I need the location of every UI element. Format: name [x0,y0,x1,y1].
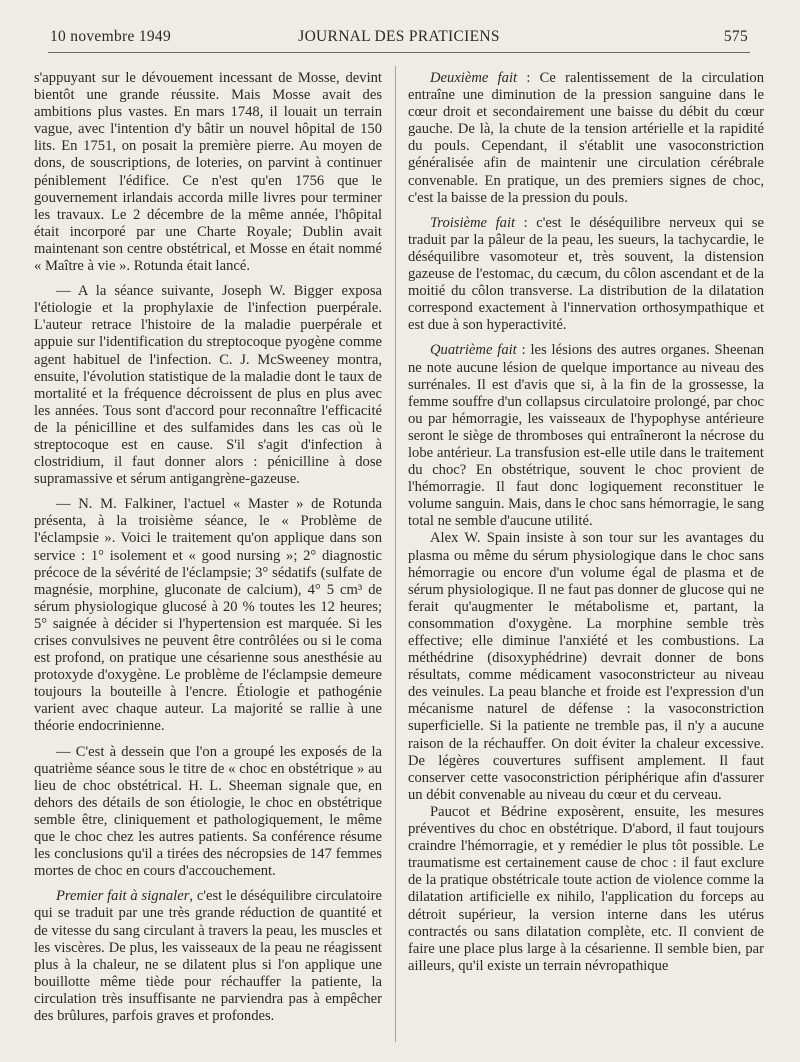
paragraph: — C'est à dessein que l'on a groupé les exposés de la quatrième séance sous le titre de « choc en obstétrique » au lieu de choc obstétrical. H. L. Sheeman signale que, en dehors des détails de son étiologie, le choc en obstétrique semble être, cliniquement et pathologiquement, le même que le choc chez les autres patients. Sa conférence résume les conclusions qu'il a tirées des nécropsies de 147 femmes mortes de choc en cours d'accouchement. [34,743,382,880]
paragraph-lead: Troisième fait [430,214,516,231]
header-journal-title: JOURNAL DES PRATICIENS [298,28,500,45]
paragraph: — N. M. Falkiner, l'actuel « Master » de Rotunda présenta, à la troisième séance, le « Problème de l'éclampsie ». Voici le traitement qu'on applique dans son service : 1° isolement et « good nursing »; 2° diagnostic précoce de la sévérité de l'éclampsie; 3° sédatifs (sulfate de magnésie, morphine, gluconate de calcium), 4° 5 cm³ de sérum physiologique glucosé à 20 % toutes les 12 heures; 5° saignée à décider si l'hypertension est marquée. Si les crises convulsives ne peuvent être contrôlées ou si le coma est profond, on pratique une césarienne sous anesthésie au protoxyde d'oxygène. Le problème de l'éclampsie demeure toujours la bouteille à l'encre. Étiologie et pathogénie varient avec chaque auteur. La majorité se rallie à une théorie endocrinienne. [34,496,382,735]
header-date: 10 novembre 1949 [50,28,172,45]
paragraph [34,888,382,1025]
paragraph [408,342,764,530]
paragraph: — A la séance suivante, Joseph W. Bigger exposa l'étiologie et la prophylaxie de l'infection puerpérale. L'auteur retrace l'histoire de la maladie puerpérale et appuie sur l'identification du streptocoque pyogène comme agent habituel de l'infection. C. J. McSweeney montra, ensuite, l'évolution statistique de la maladie dont le taux de mortalité et la fréquence décroissent de plus en plus avec les années. Tous sont d'accord pour reconnaître l'efficacité de la pénicilline et des sulfamides dans les cas où le streptocoque est en cause. S'il s'agit d'infection à clostridium, il faut donner alors : pénicilline à dose supramassive et sérum antigangrène-gazeuse. [34,283,382,488]
paragraph-text: : les lésions des autres organes. Sheenan ne note aucune lésion de quelque importance au niveau des surrénales. Il est d'avis que si, à la fin de la grossesse, la femme souffre d'un collapsus circulatoire prolongé, par choc ou par hémorragie, les vaisseaux de l'hypophyse antérieure seront le siège de thromboses qui entraîneront la nécrose du lobe antérieur. La transfusion est-elle utile dans le traitement du choc? En obstétrique, souvent le choc provient de l'hémorragie. Il faut donc logiquement reconstituer le volume sanguin. Mais, dans le choc sans hémorragie, le sang total ne semble d'aucune utilité. [408,342,764,530]
left-column [34,70,382,1042]
paragraph [408,215,764,335]
paragraph [408,70,764,207]
header-page-number: 575 [723,28,748,45]
paragraph-lead: Deuxième fait [430,70,518,86]
paragraph-text: : Ce ralentissement de la circulation entraîne une diminution de la pression sanguine dans le cœur droit et secondairement une baisse du débit du cœur gauche. De là, la chute de la tension artérielle et la rapidité du pouls. Cependant, il s'établit une vasoconstriction généralisée afin de maintenir une circulation cérébrale convenable. En pratique, un des premiers signes de choc, c'est la baisse de la pression du pouls. [408,70,764,206]
paragraph: s'appuyant sur le dévouement incessant de Mosse, devint bientôt une grande réussite. Mais Mosse avait des ambitions plus vastes. En mars 1748, il louait un terrain vague, avec l'intention d'y bâtir un nouvel hôpital de 150 lits. En 1751, on posait la première pierre. Au moyen de dons, de souscriptions, de loteries, on parvint à continuer péniblement l'édifice. Ce n'est qu'en 1756 que le gouvernement irlandais accorda mille livres pour terminer les travaux. Le 2 décembre de la même année, l'hôpital était incorporé par une Charte Royale; Dublin avait maintenant son centre obstétrical, et Mosse en était nommé « Maître à vie ». Rotunda était lancé. [34,70,382,275]
running-header [48,22,750,53]
right-column [408,70,764,1042]
column-divider [395,66,396,1042]
paragraph: Alex W. Spain insiste à son tour sur les avantages du plasma ou même du sérum physiologique dans le choc sans hémorragie ou encore d'un volume égal de plasma et de sérum physiologique. Il ne faut pas donner de glucose qui ne ferait qu'augmenter le métabolisme et, partant, la consommation d'oxygène. La morphine semble très effective; elle diminue l'anxiété et les combustions. La méthédrine (disoxyphédrine) devrait donner de bons résultats, comme médicament vasoconstricteur au niveau des veinules. La peau blanche et froide est l'expression d'un mécanisme naturel de défense : la vasoconstriction superficielle. Si la patiente ne tremble pas, il n'y a aucune raison de la réchauffer. On doit éviter la chaleur excessive. De légères couvertures suffisent amplement. Il faut conserver cette vasoconstriction périphérique afin d'assurer un débit convenable au niveau du cœur et du cerveau. [408,530,764,803]
paragraph-lead: Premier fait à signaler [56,888,190,905]
paragraph-lead: Quatrième fait [430,342,517,359]
paragraph: Paucot et Bédrine exposèrent, ensuite, les mesures préventives du choc en obstétrique. D'abord, il faut toujours craindre l'hémorragie, et y remédier le plus tôt possible. Le traumatisme est certainement cause de choc : il faut exclure de la pratique obstétricale toute action de violence comme la dilatation artificielle ex nihilo, l'application du forceps au détroit supérieur, la version interne dans les utérus contractés ou sans dilatation complète, etc. Il convient de faire une place plus large à la césarienne. Il semble bien, par ailleurs, qu'il existe un terrain névropathique [408,803,764,974]
paragraph-text: , c'est le déséquilibre circulatoire qui se traduit par une très grande réduction de quantité et de vitesse du sang circulant à travers la peau, les muscles et les viscères. De plus, les vaisseaux de la peau ne réagissent plus à la chaleur, ne se dilatent plus si l'on applique une bouillotte même tiède pour réchauffer la patiente, la circulation très insuffisante ne parviendra pas à empêcher des brûlures, parfois graves et profondes. [34,888,382,1024]
paragraph-text: : c'est le déséquilibre nerveux qui se traduit par la pâleur de la peau, les sueurs, la tachycardie, le déséquilibre vasomoteur et, très souvent, la distension gazeuse de l'estomac, du cæcum, du côlon ascendant et de la moitié du côlon transverse. La distribution de la dilatation correspond exactement à l'innervation orthosympathique et est due à son hyperactivité. [408,214,764,334]
